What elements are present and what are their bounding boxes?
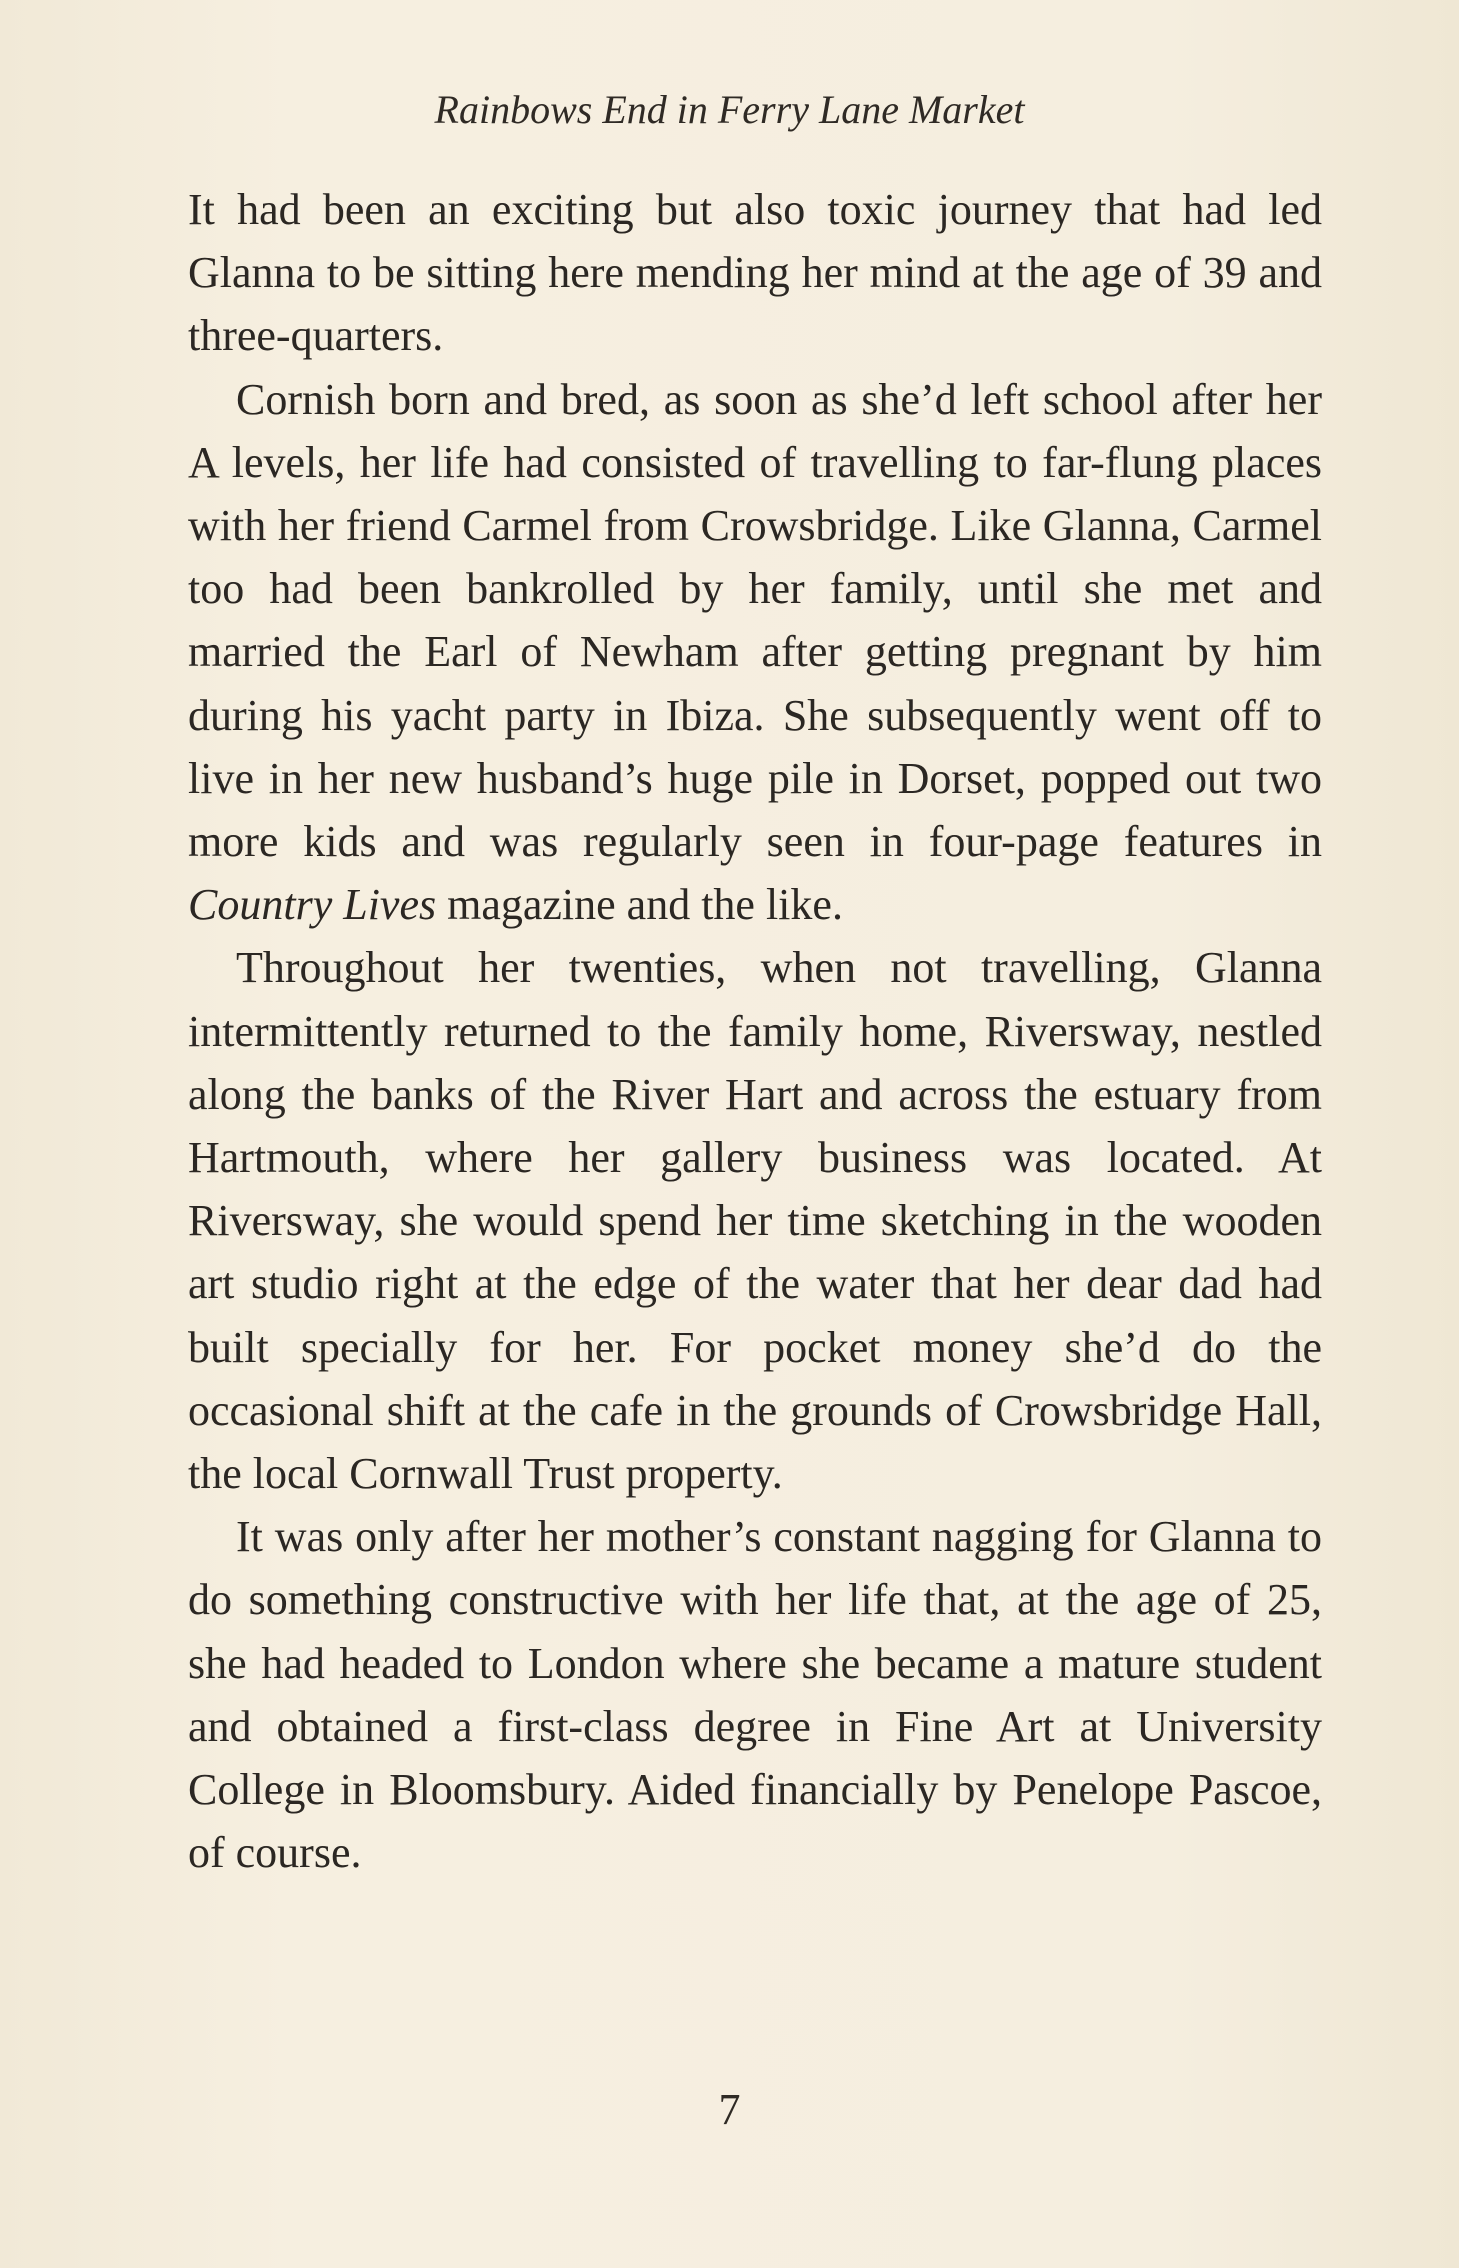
paragraph-2-text: Cornish born and bred, as soon as she’d left school after her A levels, her life had consisted of travelling to far-flung places with her friend Carmel from Crowsbridge. Like Glanna, Carmel too had been bankrolled by her family, until she met and married the Earl of Newham after getting pregnant by him during his yacht party in Ibiza. She subsequently went off to live in her new husband’s huge pile in Dorset, popped out two more kids and was regularly seen in four-page features in [188,374,1322,867]
body-text [188,178,1322,1884]
page-number: 7 [718,2085,741,2134]
running-head: Rainbows End in Ferry Lane Market [434,87,1025,132]
paragraph-1: It had been an exciting but also toxic journey that had led Glanna to be sitting here mending her mind at the age of 39 and three-quarters. [188,185,1322,361]
paragraph-3: Throughout her twenties, when not travelling, Glanna intermittently returned to the family home, Riversway, nestled along the banks of the River Hart and across the estuary from Hartmouth, where her gallery business was located. At Riversway, she would spend her time sketching in the wooden art studio right at the edge of the water that her dear dad had built specially for her. For pocket money she’d do the occasional shift at the cafe in the grounds of Crowsbridge Hall, the local Cornwall Trust property. [188,943,1322,1499]
paragraph-2 [188,368,1322,937]
magazine-title: Country Lives [188,880,437,930]
paragraph-4: It was only after her mother’s constant nagging for Glanna to do something constructive with her life that, at the age of 25, she had headed to London where she became a mature student and obtained a first-class degree in Fine Art at University College in Bloomsbury. Aided financially by Penelope Pascoe, of course. [188,1512,1322,1878]
paragraph-2-after: magazine and the like. [436,880,843,930]
